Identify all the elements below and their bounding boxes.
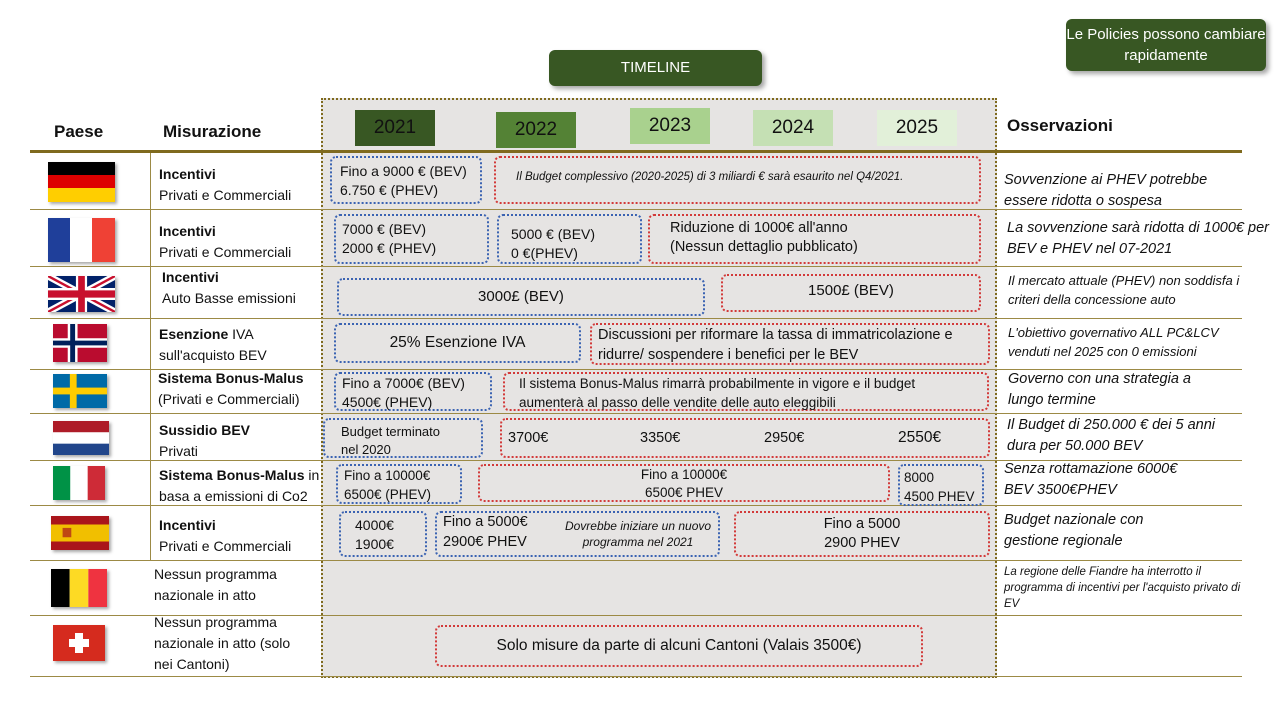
box-line: (Nessun dettaglio pubblicato) (670, 239, 858, 255)
step-value: 3350€ (640, 430, 681, 446)
box-line: aumenterà al passo delle vendite delle auto eleggibili (519, 395, 836, 410)
measure-title-rest: IVA (228, 326, 254, 342)
box-line: Solo misure da parte di alcuni Cantoni (Valais 3500€) (496, 637, 862, 654)
measure-sub: (Privati e Commerciali) (158, 391, 300, 407)
measure-sub: basa a emissioni di Co2 (159, 488, 308, 504)
france-flag (48, 218, 115, 262)
measure-uk (162, 267, 296, 309)
policies-badge-text: Le Policies possono cambiare rapidamente (1066, 26, 1266, 64)
sweden-box-bonus (503, 372, 989, 411)
measure-italy (159, 465, 329, 507)
netherlands-flag (53, 421, 109, 455)
note-sweden: Governo con una strategia a lungo termine (1008, 371, 1191, 408)
norway-box-vat (334, 323, 581, 363)
row-rule (30, 318, 1242, 319)
box-line: 4500 PHEV (904, 489, 975, 504)
header-rule (30, 150, 1242, 153)
box-line: 1500£ (BEV) (808, 282, 894, 299)
uk-box-bev (337, 278, 705, 316)
year-2025: 2025 (877, 110, 957, 146)
spain-box-later (734, 511, 990, 557)
spain-box-2022 (435, 511, 720, 557)
sweden-box-2021 (334, 372, 492, 411)
header-measure: Misurazione (163, 122, 262, 141)
measure-germany (159, 164, 291, 206)
note-germany: Sovvenzione ai PHEV potrebbe essere ridotta o sospesa (1004, 172, 1208, 209)
box-line: Fino a 10000€ (640, 467, 728, 482)
netherlands-box-2021 (323, 418, 483, 458)
switzerland-box (435, 625, 923, 667)
norway-box-discussion (590, 323, 990, 365)
box-line: 6.750 € (PHEV) (340, 182, 439, 198)
timeline-badge (549, 50, 762, 86)
measure-sub: Privati e Commerciali (159, 187, 292, 203)
france-box-reduction (648, 214, 981, 264)
box-line: 7000 € (BEV) (342, 221, 427, 237)
note-netherlands: Il Budget di 250.000 € dei 5 anni dura per 50.000 BEV (1007, 417, 1215, 454)
netherlands-box-steps (500, 418, 990, 458)
germany-box-2021 (330, 156, 482, 204)
measure-title: Incentivi (159, 166, 216, 182)
row-rule (30, 413, 1242, 414)
measure-france (159, 221, 291, 263)
uk-box-later (721, 274, 981, 312)
measure-spain (159, 515, 291, 557)
box-line: 3000£ (BEV) (478, 288, 564, 305)
box-line: 8000 (904, 470, 935, 485)
france-box-2022 (497, 214, 642, 264)
italy-box-2025 (898, 464, 984, 506)
box-line: Fino a 7000€ (BEV) (342, 375, 465, 391)
step-value: 2550€ (898, 429, 942, 446)
note-uk: Il mercato attuale (PHEV) non soddisfa i criteri della concessione auto (1008, 273, 1240, 307)
header-notes: Osservazioni (1007, 116, 1113, 135)
box-line: nel 2020 (341, 442, 391, 457)
measure-sub: sull'acquisto BEV (159, 347, 267, 363)
box-line: 5000 € (BEV) (511, 226, 596, 242)
box-line: Il Budget complessivo (2020-2025) di 3 miliardi € sarà esaurito nel Q4/2021. (516, 171, 904, 183)
box-line: Fino a 5000€ (443, 514, 528, 530)
header-country: Paese (54, 122, 104, 141)
year-2021: 2021 (355, 110, 435, 146)
germany-flag (48, 162, 115, 202)
note-belgium: La regione delle Fiandre ha interrotto il programma di incentivi per l'acquisto privato di EV (1004, 566, 1241, 610)
row-rule (30, 676, 1242, 677)
box-line: Dovrebbe iniziare un nuovo (564, 519, 712, 533)
measure-sub: Nessun programma nazionale in atto (154, 566, 277, 603)
policies-badge (1066, 19, 1266, 71)
year-2023: 2023 (630, 108, 710, 144)
measure-title-rest: in (304, 467, 320, 483)
note-italy: Senza rottamazione 6000€ BEV 3500€PHEV (1004, 461, 1178, 498)
box-line: programma nel 2021 (582, 535, 694, 549)
italy-flag (53, 466, 105, 500)
box-line: Discussioni per riformare la tassa di immatricolazione e (598, 327, 953, 343)
italy-box-mid (478, 464, 890, 502)
box-line: 2000 € (PHEV) (342, 240, 437, 256)
germany-box-budget (494, 156, 981, 204)
spain-flag (51, 516, 109, 550)
italy-box-2021 (336, 464, 462, 504)
box-line: Il sistema Bonus-Malus rimarrà probabilmente in vigore e il budget (519, 376, 916, 391)
box-line: 6500€ (PHEV) (344, 487, 432, 502)
box-line: Fino a 10000€ (344, 468, 431, 483)
measure-norway (159, 324, 267, 366)
timeline-badge-text: TIMELINE (620, 59, 691, 76)
measure-title: Esenzione (159, 326, 229, 342)
column-separator (150, 153, 151, 561)
note-france: La sovvenzione sarà ridotta di 1000€ per BEV e PHEV nel 07-2021 (1007, 220, 1269, 257)
measure-title: Incentivi (162, 269, 219, 285)
step-value: 2950€ (764, 430, 805, 446)
measure-title: Incentivi (159, 517, 216, 533)
uk-flag (48, 276, 115, 312)
box-line: Fino a 9000 € (BEV) (340, 163, 467, 179)
note-spain: Budget nazionale con gestione regionale (1004, 512, 1144, 549)
box-line: 4500€ (PHEV) (342, 394, 433, 410)
measure-title: Sussidio BEV (159, 422, 251, 438)
measure-title: Incentivi (159, 223, 216, 239)
measure-sub: Auto Basse emissioni (162, 290, 296, 306)
box-line: 4000€ (355, 517, 394, 533)
measure-title: Sistema Bonus-Malus (158, 370, 304, 386)
box-line: Budget terminato (341, 424, 441, 439)
box-line: 6500€ PHEV (644, 485, 724, 500)
step-value: 3700€ (508, 430, 549, 446)
spain-box-2021 (339, 511, 427, 557)
switzerland-flag (53, 625, 105, 661)
year-2022: 2022 (496, 112, 576, 148)
sweden-flag (53, 374, 107, 408)
box-line: 2900€ PHEV (443, 534, 527, 550)
measure-netherlands (159, 420, 250, 462)
box-line: Fino a 5000 (823, 516, 901, 532)
norway-flag (53, 324, 107, 362)
note-norway: L'obiettivo governativo ALL PC&LCV venduti nel 2025 con 0 emissioni (1008, 325, 1219, 359)
box-line: 1900€ (355, 536, 394, 552)
box-line: 2900 PHEV (824, 535, 900, 551)
measure-switzerland (154, 612, 304, 675)
belgium-flag (51, 569, 107, 607)
france-box-2021 (334, 214, 489, 264)
measure-sub: Nessun programma nazionale in atto (solo nei Cantoni) (154, 614, 291, 672)
measure-title: Sistema Bonus-Malus (159, 467, 305, 483)
row-rule (30, 560, 1242, 561)
box-line: 25% Esenzione IVA (389, 334, 526, 351)
measure-sub: Privati e Commerciali (159, 244, 292, 260)
measure-sweden (158, 368, 303, 410)
box-line: ridurre/ sospendere i benefici per le BEV (598, 347, 859, 363)
box-line: 0 €(PHEV) (511, 245, 578, 261)
measure-belgium (154, 564, 304, 606)
measure-sub: Privati e Commerciali (159, 538, 292, 554)
measure-sub: Privati (159, 443, 198, 459)
box-line: Riduzione di 1000€ all'anno (670, 220, 848, 236)
year-2024: 2024 (753, 110, 833, 146)
